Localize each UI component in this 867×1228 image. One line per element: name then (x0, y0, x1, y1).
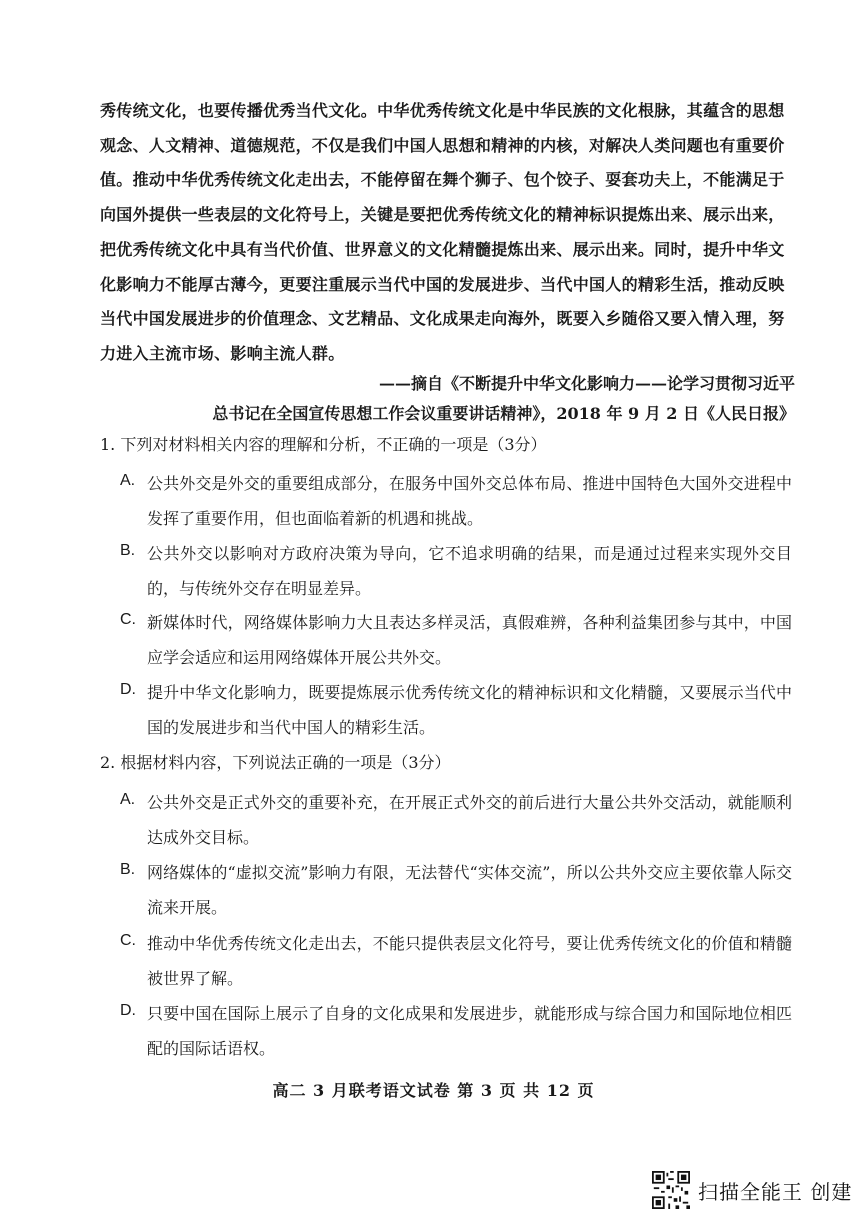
source-citation-line-2: 总书记在全国宣传思想工作会议重要讲话精神》，2018 年 9 月 2 日《人民日报》 (212, 404, 795, 423)
watermark-text: 扫描全能王 创建 (698, 1179, 853, 1204)
passage-line: 力进入主流市场、影响主流人群。 (100, 343, 345, 363)
option-letter: D. (120, 1002, 136, 1019)
question-1-option-c (120, 605, 792, 675)
question-2-option-d (120, 996, 792, 1066)
option-text: 公共外交是外交的重要组成部分，在服务中国外交总体布局、推进中国特色大国外交进程中发挥了重要作用，但也面临着新的机遇和挑战。 (147, 474, 792, 528)
option-text: 只要中国在国际上展示了自身的文化成果和发展进步，就能形成与综合国力和国际地位相匹配的国际话语权。 (147, 1004, 792, 1058)
question-1-option-b (120, 536, 792, 606)
question-1-option-a (120, 466, 792, 536)
option-letter: D. (120, 681, 136, 698)
question-1-option-d (120, 675, 792, 745)
question-1-stem: 1. 下列对材料相关内容的理解和分析，不正确的一项是（3分） (100, 435, 547, 454)
option-text: 网络媒体的“虚拟交流”影响力有限，无法替代“实体交流”，所以公共外交应主要依靠人际交流来开展。 (147, 863, 792, 917)
option-letter: C. (120, 611, 136, 628)
option-text: 提升中华文化影响力，既要提炼展示优秀传统文化的精神标识和文化精髓，又要展示当代中国的发展进步和当代中国人的精彩生活。 (147, 683, 792, 737)
option-letter: A. (120, 791, 136, 808)
option-letter: A. (120, 472, 136, 489)
question-2-option-a (120, 785, 792, 855)
option-letter: B. (120, 542, 136, 559)
page-footer: 高二 3 月联考语文试卷 第 3 页 共 12 页 (272, 1081, 595, 1100)
option-text: 新媒体时代，网络媒体影响力大且表达多样灵活，真假难辨，各种利益集团参与其中，中国应学会适应和运用网络媒体开展公共外交。 (147, 613, 792, 667)
passage (100, 94, 790, 372)
camscanner-watermark (652, 1168, 852, 1212)
question-2-option-b (120, 855, 792, 925)
passage-line: 值。推动中华优秀传统文化走出去，不能停留在舞个狮子、包个饺子、耍套功夫上，不能满足于 (100, 170, 785, 190)
passage-line: 向国外提供一些表层的文化符号上，关键是要把优秀传统文化的精神标识提炼出来、展示出来， (100, 205, 785, 225)
passage-line: 观念、人文精神、道德规范，不仅是我们中国人思想和精神的内核，对解决人类问题也有重要价 (100, 135, 785, 155)
option-text: 公共外交以影响对方政府决策为导向，它不追求明确的结果，而是通过过程来实现外交目的，与传统外交存在明显差异。 (147, 544, 792, 598)
option-text: 推动中华优秀传统文化走出去，不能只提供表层文化符号，要让优秀传统文化的价值和精髓被世界了解。 (147, 934, 792, 988)
question-2-option-c (120, 926, 792, 996)
passage-line: 把优秀传统文化中具有当代价值、世界意义的文化精髓提炼出来、展示出来。同时，提升中华文 (100, 239, 785, 259)
option-text: 公共外交是正式外交的重要补充，在开展正式外交的前后进行大量公共外交活动，就能顺利达成外交目标。 (147, 793, 792, 847)
qr-code-icon (652, 1171, 690, 1209)
passage-line: 秀传统文化，也要传播优秀当代文化。中华优秀传统文化是中华民族的文化根脉，其蕴含的思想 (100, 101, 785, 120)
source-citation-line-1: ——摘自《不断提升中华文化影响力——论学习贯彻习近平 (378, 374, 795, 393)
passage-line: 当代中国发展进步的价值理念、文艺精品、文化成果走向海外，既要入乡随俗又要入情入理，努 (100, 309, 785, 329)
passage-line: 化影响力不能厚古薄今，更要注重展示当代中国的发展进步、当代中国人的精彩生活，推动反映 (100, 274, 785, 294)
question-2-stem: 2. 根据材料内容，下列说法正确的一项是（3分） (100, 753, 451, 772)
option-letter: C. (120, 932, 136, 949)
option-letter: B. (120, 861, 136, 878)
